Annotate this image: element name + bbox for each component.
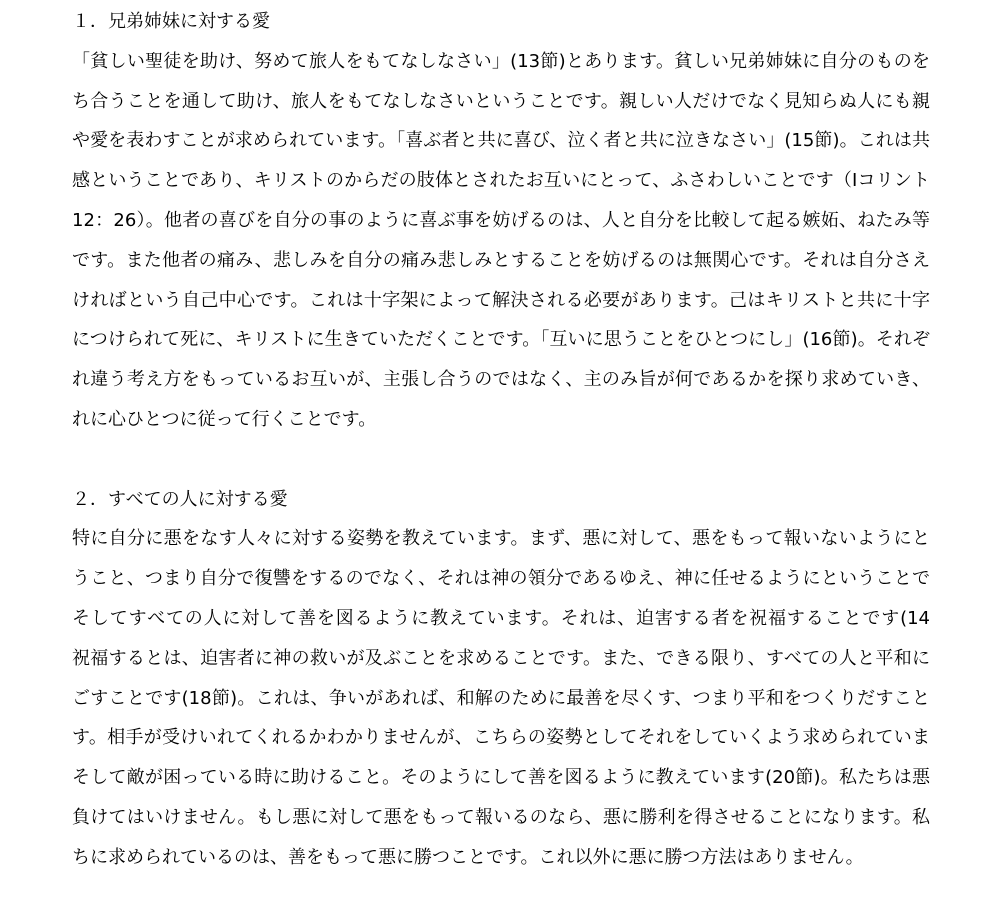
body-line: れに心ひとつに従って行くことです。 (72, 408, 377, 430)
body-line: そして敵が困っている時に助けること。そのようにして善を図るように教えています(20節)。私たちは悪 (72, 767, 930, 789)
body-line: 「貧しい聖徒を助け、努めて旅人をもてなしなさい」(13節)とあります。貧しい兄弟姉妹に自分のものを (72, 50, 930, 72)
body-line: そしてすべての人に対して善を図るように教えています。それは、迫害する者を祝福することです(14 (72, 607, 930, 629)
document-body (72, 2, 930, 878)
body-line: うこと、つまり自分で復讐をするのでなく、それは神の領分であるゆえ、神に任せるようにということで (72, 568, 930, 590)
section-heading: １．兄弟姉妹に対する愛 (72, 11, 270, 32)
body-line: れ違う考え方をもっているお互いが、主張し合うのではなく、主のみ旨が何であるかを探り求めていき、 (72, 369, 930, 391)
paragraph-spacer (72, 440, 930, 480)
body-line: や愛を表わすことが求められています。「喜ぶ者と共に喜び、泣く者と共に泣きなさい」(15節)。これは共 (72, 130, 930, 152)
section-siblings-love (72, 2, 930, 440)
body-line: 12：26）。他者の喜びを自分の事のように喜ぶ事を妨げるのは、人と自分を比較して起る嫉妬、ねたみ等 (72, 209, 930, 231)
section-heading: ２．すべての人に対する愛 (72, 488, 288, 510)
body-line: につけられて死に、キリストに生きていただくことです。「互いに思うことをひとつにし」(16節)。それぞ (72, 329, 930, 351)
section-love-for-all (72, 480, 930, 878)
body-line: 特に自分に悪をなす人々に対する姿勢を教えています。まず、悪に対して、悪をもって報いないようにと (72, 528, 930, 550)
body-line: ちに求められているのは、善をもって悪に勝つことです。これ以外に悪に勝つ方法はありません。 (72, 846, 864, 868)
body-line: ち合うことを通して助け、旅人をもてなしなさいということです。親しい人だけでなく見知らぬ人にも親 (72, 90, 930, 112)
body-line: す。相手が受けいれてくれるかわかりませんが、こちらの姿勢としてそれをしていくよう求められていま (72, 727, 930, 749)
body-line: です。また他者の痛み、悲しみを自分の痛み悲しみとすることを妨げるのは無関心です。それは自分さえ (72, 249, 930, 271)
body-line: ごすことです(18節)。これは、争いがあれば、和解のために最善を尽くす、つまり平和をつくりだすこと (72, 687, 930, 709)
body-line: 感ということであり、キリストのからだの肢体とされたお互いにとって、ふさわしいことです（Ⅰコリント (72, 170, 930, 192)
body-line: ければという自己中心です。これは十字架によって解決される必要があります。己はキリストと共に十字 (72, 289, 930, 311)
body-line: 祝福するとは、迫害者に神の救いが及ぶことを求めることです。また、できる限り、すべての人と平和に (72, 647, 930, 669)
body-line: 負けてはいけません。もし悪に対して悪をもって報いるのなら、悪に勝利を得させることになります。私 (72, 806, 930, 828)
